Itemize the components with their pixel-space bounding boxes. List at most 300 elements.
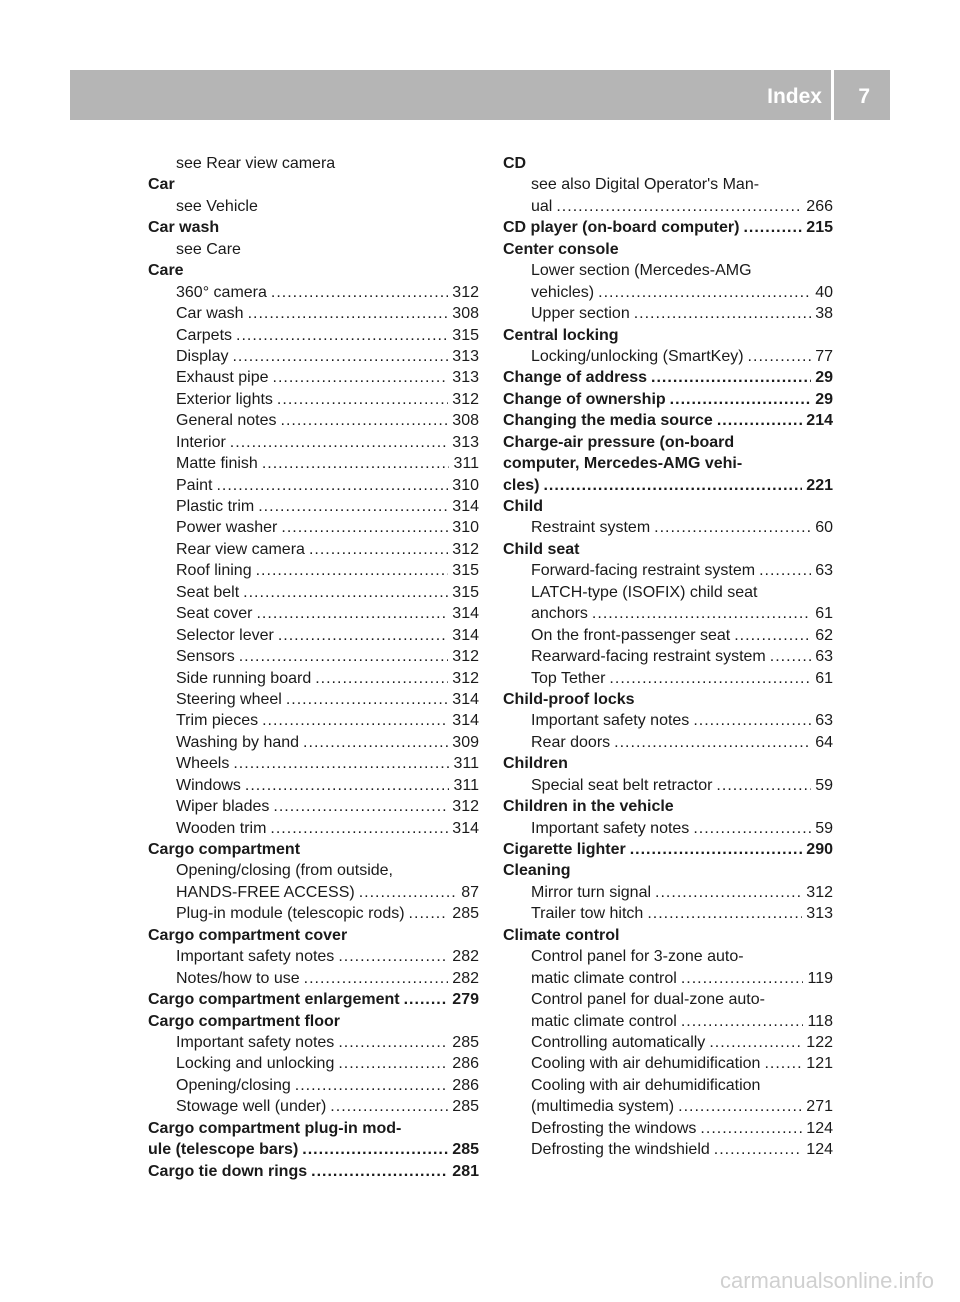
- page-reference[interactable]: 271: [806, 1098, 833, 1116]
- page-reference[interactable]: 313: [452, 433, 479, 451]
- index-entry: [503, 860, 833, 881]
- index-subentry: [503, 1075, 833, 1096]
- entry-text: see Care: [176, 240, 241, 258]
- index-subentry: [503, 603, 833, 624]
- index-subentry: [148, 517, 479, 538]
- entry-text: Side running board: [176, 669, 312, 687]
- index-entry: [503, 153, 833, 174]
- index-subentry: [148, 539, 479, 560]
- dot-leader: [543, 475, 802, 496]
- dot-leader: [277, 389, 448, 410]
- entry-text: see Vehicle: [176, 197, 258, 215]
- dot-leader: [248, 303, 449, 324]
- page-reference[interactable]: 314: [452, 626, 479, 644]
- dot-leader: [693, 710, 811, 731]
- dot-leader: [716, 775, 811, 796]
- index-subentry: [148, 389, 479, 410]
- page-reference[interactable]: 77: [815, 347, 833, 365]
- index-subentry: [148, 453, 479, 474]
- entry-text: Change of address: [503, 369, 648, 387]
- dot-leader: [262, 710, 448, 731]
- index-subentry: [503, 1096, 833, 1117]
- index-subentry: [148, 282, 479, 303]
- index-entry: [148, 989, 479, 1010]
- index-subentry: [148, 753, 479, 774]
- page-reference[interactable]: 285: [452, 1033, 479, 1051]
- dot-leader: [302, 1139, 448, 1160]
- entry-text: Central locking: [503, 326, 619, 344]
- page-reference[interactable]: 118: [807, 1012, 833, 1030]
- page-reference[interactable]: 286: [452, 1076, 479, 1094]
- dot-leader: [256, 560, 449, 581]
- index-subentry: [148, 367, 479, 388]
- header-divider: [831, 70, 834, 120]
- dot-leader: [556, 196, 802, 217]
- entry-text: Cargo compartment cover: [148, 926, 348, 944]
- dot-leader: [239, 646, 449, 667]
- page-header: [70, 70, 890, 120]
- dot-leader: [592, 603, 811, 624]
- entry-text: Cargo compartment enlargement: [148, 991, 400, 1009]
- dot-leader: [243, 582, 448, 603]
- page-reference[interactable]: 314: [452, 712, 479, 730]
- index-subentry: [148, 860, 479, 881]
- dot-leader: [271, 282, 448, 303]
- index-subentry: [503, 732, 833, 753]
- page-reference[interactable]: 63: [815, 712, 833, 730]
- page-reference[interactable]: 62: [815, 626, 833, 644]
- page-reference[interactable]: 312: [452, 540, 479, 558]
- entry-text: Children: [503, 755, 568, 773]
- dot-leader: [693, 818, 811, 839]
- dot-leader: [404, 989, 449, 1010]
- dot-leader: [338, 1032, 448, 1053]
- dot-leader: [681, 1011, 804, 1032]
- dot-leader: [655, 882, 802, 903]
- index-subentry: [503, 646, 833, 667]
- index-entry: [148, 174, 479, 195]
- index-subentry: [503, 989, 833, 1010]
- entry-text: Paint: [176, 476, 213, 494]
- entry-text: (multimedia system): [531, 1098, 675, 1116]
- index-entry: [148, 217, 479, 238]
- entry-text: Seat cover: [176, 605, 253, 623]
- index-subentry: [148, 732, 479, 753]
- entry-text: Exhaust pipe: [176, 369, 269, 387]
- dot-leader: [273, 796, 448, 817]
- index-subentry: [148, 625, 479, 646]
- page-reference[interactable]: 285: [452, 1098, 479, 1116]
- entry-text: Washing by hand: [176, 733, 300, 751]
- dot-leader: [709, 1032, 802, 1053]
- entry-text: Rearward-facing restraint system: [531, 648, 766, 666]
- page-reference[interactable]: 266: [806, 197, 833, 215]
- entry-text: Control panel for 3-zone auto-: [531, 948, 744, 966]
- page-reference[interactable]: 313: [806, 905, 833, 923]
- page-reference[interactable]: 314: [452, 690, 479, 708]
- index-subentry: [148, 968, 479, 989]
- index-subentry: [503, 1053, 833, 1074]
- index-column-left: [148, 153, 479, 1182]
- index-subentry: [148, 818, 479, 839]
- entry-text: Trim pieces: [176, 712, 259, 730]
- page-reference[interactable]: 311: [453, 776, 479, 794]
- index-entry: [503, 367, 833, 388]
- page-reference[interactable]: 29: [815, 390, 833, 408]
- entry-text: Interior: [176, 433, 226, 451]
- dot-leader: [273, 367, 449, 388]
- dot-leader: [654, 517, 811, 538]
- index-entry: [503, 753, 833, 774]
- entry-text: vehicles): [531, 283, 595, 301]
- dot-leader: [258, 496, 448, 517]
- entry-text: Important safety notes: [176, 1033, 335, 1051]
- index-subentry: [148, 689, 479, 710]
- entry-text: Changing the media source: [503, 412, 713, 430]
- index-subentry: [503, 1118, 833, 1139]
- index-entry: [148, 1161, 479, 1182]
- index-subentry: [148, 603, 479, 624]
- page-reference[interactable]: 61: [815, 669, 833, 687]
- entry-text: Locking/unlocking (SmartKey): [531, 347, 744, 365]
- index-subentry: [503, 882, 833, 903]
- dot-leader: [743, 217, 802, 238]
- dot-leader: [670, 389, 812, 410]
- page-reference[interactable]: 315: [452, 326, 479, 344]
- dot-leader: [295, 1075, 449, 1096]
- dot-leader: [230, 432, 449, 453]
- index-subentry: [503, 196, 833, 217]
- page-reference[interactable]: 63: [815, 562, 833, 580]
- entry-text: Car: [148, 176, 175, 194]
- page-reference[interactable]: 214: [806, 412, 833, 430]
- index-subentry: [503, 818, 833, 839]
- page-reference[interactable]: 314: [452, 819, 479, 837]
- page-reference[interactable]: 61: [815, 605, 833, 623]
- entry-text: Matte finish: [176, 455, 258, 473]
- entry-text: matic climate control: [531, 1012, 677, 1030]
- entry-text: On the front-passenger seat: [531, 626, 731, 644]
- dot-leader: [286, 689, 448, 710]
- index-entry: [503, 539, 833, 560]
- page-reference[interactable]: 312: [452, 390, 479, 408]
- entry-text: Child: [503, 498, 543, 515]
- entry-text: Cigarette lighter: [503, 841, 626, 858]
- index-entry: [148, 1011, 479, 1032]
- index-entry: [148, 1139, 479, 1160]
- dot-leader: [717, 410, 802, 431]
- dot-leader: [245, 775, 450, 796]
- dot-leader: [330, 1096, 448, 1117]
- page-reference[interactable]: 38: [815, 305, 833, 323]
- entry-text: Wiper blades: [176, 798, 270, 816]
- index-subentry: [503, 946, 833, 967]
- index-entry: [503, 689, 833, 710]
- page-reference[interactable]: 308: [452, 305, 479, 323]
- dot-leader: [609, 668, 811, 689]
- index-subentry: [503, 582, 833, 603]
- index-subentry: [503, 517, 833, 538]
- entry-text: Cargo compartment plug-in mod-: [148, 1119, 402, 1137]
- entry-text: Controlling automatically: [531, 1033, 706, 1051]
- dot-leader: [303, 732, 448, 753]
- page-reference[interactable]: 314: [452, 605, 479, 623]
- index-subentry: [148, 903, 479, 924]
- index-entry: [148, 260, 479, 281]
- page-reference[interactable]: 312: [452, 283, 479, 301]
- page-reference[interactable]: 311: [453, 455, 479, 473]
- dot-leader: [232, 346, 448, 367]
- page-reference[interactable]: 312: [452, 648, 479, 666]
- entry-text: computer, Mercedes-AMG vehi-: [503, 455, 743, 473]
- page-reference[interactable]: 64: [815, 733, 833, 751]
- index-subentry: [148, 775, 479, 796]
- page-reference[interactable]: 282: [452, 969, 479, 987]
- dot-leader: [216, 475, 448, 496]
- page-reference[interactable]: 312: [452, 669, 479, 687]
- index-subentry: [503, 775, 833, 796]
- entry-text: Wheels: [176, 755, 230, 773]
- entry-text: Care: [148, 262, 184, 280]
- index-subentry: [148, 796, 479, 817]
- entry-text: Roof lining: [176, 562, 252, 580]
- dot-leader: [256, 603, 448, 624]
- dot-leader: [614, 732, 811, 753]
- index-entry: [148, 925, 479, 946]
- dot-leader: [309, 539, 448, 560]
- index-subentry: [503, 303, 833, 324]
- dot-leader: [700, 1118, 802, 1139]
- entry-text: Display: [176, 347, 229, 365]
- index-subentry: [148, 303, 479, 324]
- entry-text: Opening/closing: [176, 1076, 291, 1094]
- entry-text: 360° camera: [176, 283, 267, 301]
- index-subentry: [503, 260, 833, 281]
- index-entry: [503, 217, 833, 238]
- entry-text: Cargo compartment floor: [148, 1012, 341, 1030]
- page-reference[interactable]: 286: [452, 1055, 479, 1073]
- page-reference[interactable]: 285: [452, 905, 479, 923]
- page-reference[interactable]: 87: [461, 883, 479, 901]
- index-subentry: [503, 710, 833, 731]
- index-subentry: [148, 882, 479, 903]
- page-reference[interactable]: 315: [452, 562, 479, 580]
- index-subentry: [148, 582, 479, 603]
- dot-leader: [359, 882, 458, 903]
- dot-leader: [315, 668, 448, 689]
- dot-leader: [338, 1053, 448, 1074]
- index-column-right: [503, 153, 833, 1161]
- index-subentry: [148, 1096, 479, 1117]
- index-entry: [503, 389, 833, 410]
- index-entry: [503, 410, 833, 431]
- index-entry: [503, 925, 833, 946]
- dot-leader: [270, 818, 448, 839]
- page-reference[interactable]: 308: [452, 412, 479, 430]
- index-subentry: [503, 625, 833, 646]
- entry-text: Top Tether: [531, 669, 606, 687]
- entry-text: Child seat: [503, 540, 580, 558]
- entry-text: Defrosting the windshield: [531, 1141, 710, 1159]
- entry-text: Plug-in module (telescopic rods): [176, 905, 405, 923]
- entry-text: Cargo compartment: [148, 841, 301, 858]
- entry-text: Special seat belt retractor: [531, 776, 713, 794]
- entry-text: Opening/closing (from outside,: [176, 862, 393, 880]
- index-subentry: [503, 968, 833, 989]
- entry-text: Restraint system: [531, 519, 651, 537]
- index-subentry: [503, 1011, 833, 1032]
- dot-leader: [651, 367, 811, 388]
- entry-text: General notes: [176, 412, 277, 430]
- index-subentry: [148, 196, 479, 217]
- index-subentry: [503, 903, 833, 924]
- entry-text: Control panel for dual-zone auto-: [531, 991, 765, 1009]
- dot-leader: [311, 1161, 448, 1182]
- page-reference[interactable]: 279: [452, 991, 479, 1009]
- dot-leader: [770, 646, 811, 667]
- entry-text: Notes/how to use: [176, 969, 300, 987]
- page-reference[interactable]: 315: [452, 583, 479, 601]
- page-reference[interactable]: 312: [452, 798, 479, 816]
- index-subentry: [148, 646, 479, 667]
- entry-text: Cargo tie down rings: [148, 1162, 308, 1180]
- page-reference[interactable]: 124: [806, 1141, 833, 1159]
- index-subentry: [503, 560, 833, 581]
- dot-leader: [598, 282, 811, 303]
- index-subentry: [148, 432, 479, 453]
- dot-leader: [236, 325, 448, 346]
- entry-text: anchors: [531, 605, 588, 623]
- entry-text: Cleaning: [503, 862, 571, 880]
- entry-text: HANDS-FREE ACCESS): [176, 883, 355, 901]
- entry-text: Climate control: [503, 926, 620, 944]
- page-reference[interactable]: 310: [452, 476, 479, 494]
- page-reference[interactable]: 121: [806, 1055, 833, 1073]
- dot-leader: [278, 625, 448, 646]
- entry-text: Cooling with air dehumidification: [531, 1076, 761, 1094]
- page-reference[interactable]: 290: [806, 841, 833, 858]
- entry-text: Important safety notes: [176, 948, 335, 966]
- entry-text: Upper section: [531, 305, 630, 323]
- entry-text: Plastic trim: [176, 498, 255, 515]
- entry-text: Car wash: [148, 219, 220, 237]
- page-reference[interactable]: 281: [452, 1162, 479, 1180]
- index-entry: [503, 239, 833, 260]
- index-subentry: [148, 496, 479, 517]
- entry-text: ule (telescope bars): [148, 1141, 299, 1159]
- index-subentry: [148, 239, 479, 260]
- entry-text: CD player (on-board computer): [503, 219, 740, 237]
- page-reference[interactable]: 63: [815, 648, 833, 666]
- index-entry: [503, 496, 833, 517]
- dot-leader: [233, 753, 449, 774]
- index-entry: [503, 796, 833, 817]
- page-reference[interactable]: 312: [806, 883, 833, 901]
- index-entry: [503, 839, 833, 860]
- entry-text: Selector lever: [176, 626, 274, 644]
- section-title: Index: [767, 85, 822, 108]
- index-subentry: [503, 282, 833, 303]
- dot-leader: [281, 517, 448, 538]
- index-subentry: [148, 668, 479, 689]
- page-reference[interactable]: 285: [452, 1141, 479, 1159]
- entry-text: Forward-facing restraint system: [531, 562, 756, 580]
- index-entry: [503, 453, 833, 474]
- page-reference[interactable]: 311: [453, 755, 479, 773]
- index-subentry: [503, 1139, 833, 1160]
- page-reference[interactable]: 313: [452, 347, 479, 365]
- index-subentry: [148, 710, 479, 731]
- entry-text: Important safety notes: [531, 712, 690, 730]
- page-reference[interactable]: 59: [815, 819, 833, 837]
- page-reference[interactable]: 59: [815, 776, 833, 794]
- index-subentry: [148, 475, 479, 496]
- page-reference[interactable]: 124: [806, 1119, 833, 1137]
- index-entry: [148, 839, 479, 860]
- dot-leader: [647, 903, 802, 924]
- dot-leader: [764, 1053, 802, 1074]
- dot-leader: [748, 346, 812, 367]
- page-reference[interactable]: 40: [815, 283, 833, 301]
- page-reference[interactable]: 221: [806, 476, 833, 494]
- entry-text: Child-proof locks: [503, 690, 635, 708]
- entry-text: Exterior lights: [176, 390, 273, 408]
- entry-text: Steering wheel: [176, 690, 282, 708]
- entry-text: Charge-air pressure (on-board: [503, 433, 735, 451]
- page-reference[interactable]: 309: [452, 733, 479, 751]
- watermark: carmanualsonline.info: [719, 1268, 934, 1293]
- page-reference[interactable]: 215: [806, 219, 833, 237]
- dot-leader: [681, 968, 804, 989]
- index-subentry: [148, 1053, 479, 1074]
- entry-text: Windows: [176, 776, 241, 794]
- page-reference[interactable]: 314: [452, 498, 479, 515]
- entry-text: Cooling with air dehumidification: [531, 1055, 761, 1073]
- page-number: 7: [858, 85, 870, 108]
- entry-text: LATCH-type (ISOFIX) child seat: [531, 583, 758, 601]
- entry-text: Defrosting the windows: [531, 1119, 697, 1137]
- page-reference[interactable]: 60: [815, 519, 833, 537]
- index-subentry: [148, 946, 479, 967]
- entry-text: Sensors: [176, 648, 235, 666]
- index-subentry: [148, 325, 479, 346]
- entry-text: Rear view camera: [176, 540, 305, 558]
- index-subentry: [148, 410, 479, 431]
- index-subentry: [503, 1032, 833, 1053]
- page-reference[interactable]: 119: [807, 969, 833, 987]
- page-reference[interactable]: 313: [452, 369, 479, 387]
- index-entry: [503, 325, 833, 346]
- index-subentry: [148, 1075, 479, 1096]
- entry-text: Trailer tow hitch: [531, 905, 644, 923]
- entry-text: Power washer: [176, 519, 278, 537]
- page-reference[interactable]: 310: [452, 519, 479, 537]
- dot-leader: [262, 453, 450, 474]
- index-entry: [148, 1118, 479, 1139]
- entry-text: cles): [503, 476, 540, 494]
- page-reference[interactable]: 282: [452, 948, 479, 966]
- page-reference[interactable]: 29: [815, 369, 833, 387]
- entry-text: see also Digital Operator's Man-: [531, 176, 760, 194]
- page-reference[interactable]: 122: [806, 1033, 833, 1051]
- dot-leader: [409, 903, 449, 924]
- dot-leader: [304, 968, 449, 989]
- index-subentry: [503, 346, 833, 367]
- entry-text: Change of ownership: [503, 390, 666, 408]
- entry-text: Stowage well (under): [176, 1098, 327, 1116]
- entry-text: Center console: [503, 240, 619, 258]
- entry-text: CD: [503, 155, 527, 172]
